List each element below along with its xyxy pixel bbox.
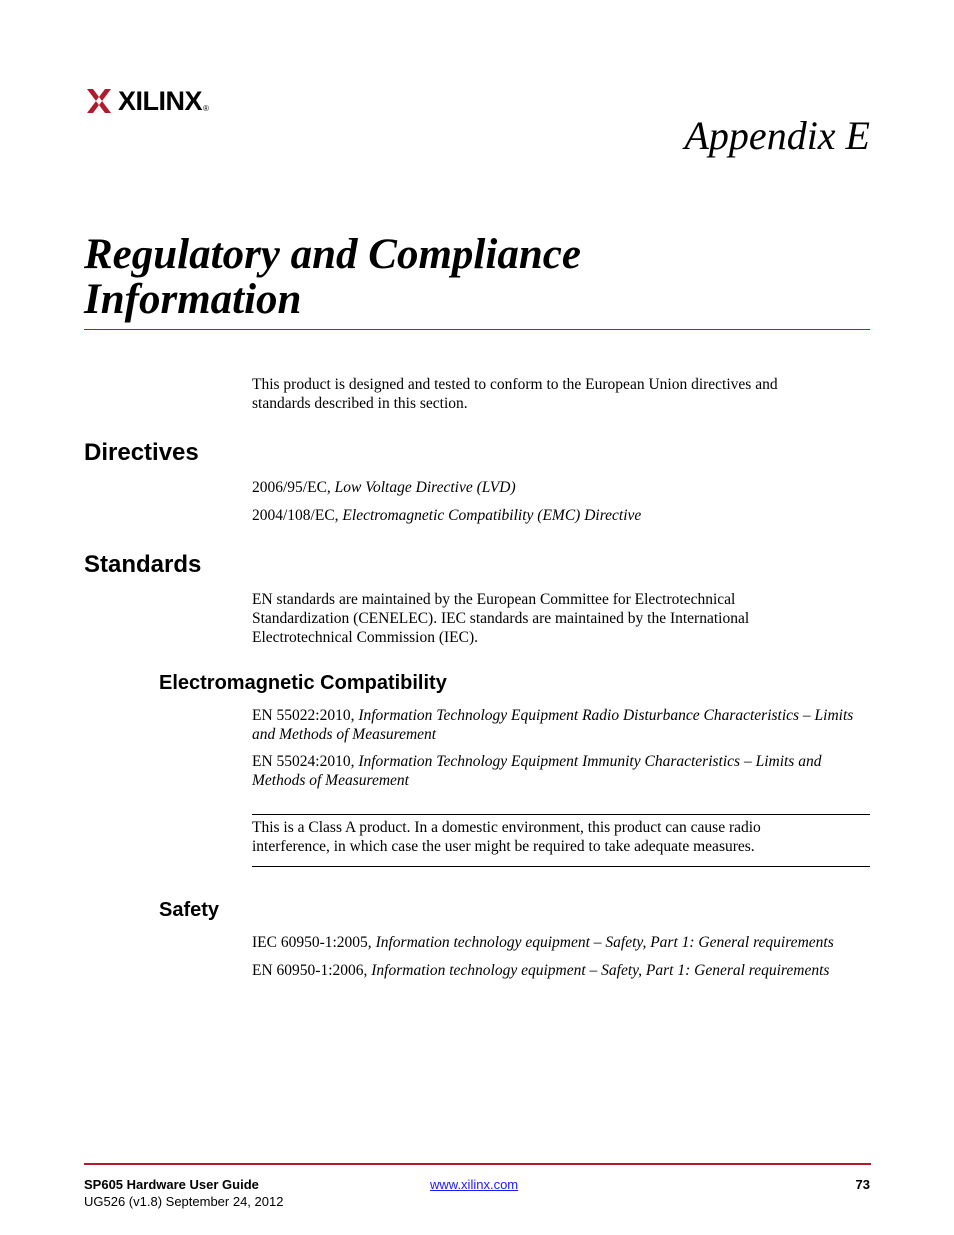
directive-item xyxy=(252,506,870,525)
footer-doc-info: UG526 (v1.8) September 24, 2012 xyxy=(84,1194,284,1209)
class-a-note xyxy=(252,818,870,856)
standard-title: Information technology equipment – Safety, Part 1: General requirements xyxy=(375,934,834,951)
standards-heading: Standards xyxy=(84,551,202,578)
registered-mark: ® xyxy=(203,104,209,113)
standards-line-2: Standardization (CENELEC). IEC standards are maintained by the International xyxy=(252,610,750,627)
standards-line-1: EN standards are maintained by the European Committee for Electrotechnical xyxy=(252,591,736,608)
standard-code: EN 55022:2010, xyxy=(252,707,359,724)
standard-title-line-1: Information Technology Equipment Radio Disturbance Characteristics – Limits xyxy=(358,707,854,724)
footer-rule xyxy=(84,1163,871,1165)
page-number: 73 xyxy=(855,1177,870,1192)
footer-website-link[interactable]: www.xilinx.com xyxy=(430,1177,519,1192)
standard-title: Information technology equipment – Safety, Part 1: General requirements xyxy=(371,962,830,979)
directive-code: 2004/108/EC, xyxy=(252,507,343,524)
emc-standard-item xyxy=(252,706,870,744)
standard-title-line-1: Information Technology Equipment Immunity Characteristics – Limits and xyxy=(358,753,822,770)
emc-heading: Electromagnetic Compatibility xyxy=(159,672,447,694)
intro-paragraph xyxy=(252,375,870,413)
chapter-title xyxy=(84,232,870,322)
emc-standard-item xyxy=(252,752,870,790)
note-line-2: interference, in which case the user might be required to take adequate measures. xyxy=(252,838,755,855)
note-line-1: This is a Class A product. In a domestic environment, this product can cause radio xyxy=(252,819,761,836)
directives-heading: Directives xyxy=(84,439,199,466)
note-bottom-rule xyxy=(252,866,870,867)
directive-title: Electromagnetic Compatibility (EMC) Directive xyxy=(342,507,642,524)
appendix-label: Appendix E xyxy=(684,113,870,158)
safety-standard-item xyxy=(252,933,870,952)
title-divider xyxy=(84,329,870,330)
standard-code: IEC 60950-1:2005, xyxy=(252,934,376,951)
directive-code: 2006/95/EC, xyxy=(252,479,335,496)
directive-title: Low Voltage Directive (LVD) xyxy=(334,479,516,496)
intro-line-2: standards described in this section. xyxy=(252,395,468,412)
intro-line-1: This product is designed and tested to conform to the European Union directives and xyxy=(252,376,778,393)
standard-code: EN 60950-1:2006, xyxy=(252,962,372,979)
standards-line-3: Electrotechnical Commission (IEC). xyxy=(252,629,478,646)
directive-item xyxy=(252,478,870,497)
standard-code: EN 55024:2010, xyxy=(252,753,359,770)
standard-title-line-2: and Methods of Measurement xyxy=(252,726,437,743)
safety-standard-item xyxy=(252,961,870,980)
footer-guide-title: SP605 Hardware User Guide xyxy=(84,1177,259,1192)
standards-paragraph xyxy=(252,590,870,647)
safety-heading: Safety xyxy=(159,899,220,921)
xilinx-mark-icon xyxy=(86,88,112,114)
chapter-title-line-2: Information xyxy=(84,276,302,323)
chapter-title-line-1: Regulatory and Compliance xyxy=(84,231,581,278)
logo-wordmark: XILINX xyxy=(118,85,203,116)
standard-title-line-2: Methods of Measurement xyxy=(252,772,409,789)
xilinx-logo xyxy=(86,86,209,116)
note-top-rule xyxy=(252,814,870,815)
